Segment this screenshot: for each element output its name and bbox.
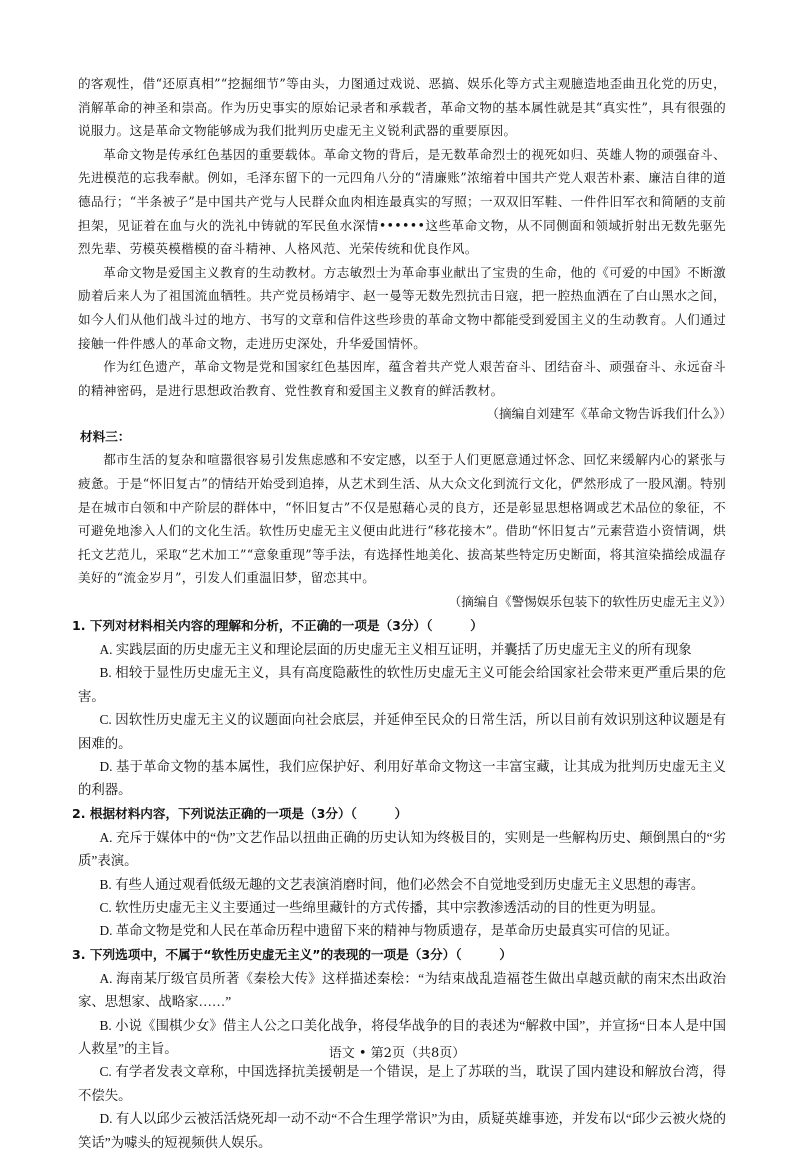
- answer-option-a: A. 充斥于媒体中的“伪”文艺作品以扭曲正确的历史认知为终极目的，实则是一些解构历史、颠倒黑白的“劣质”表演。: [78, 829, 726, 869]
- answer-option-d: D. 基于革命文物的基本属性，我们应保护好、利用好革命文物这一丰富宝藏，让其成为批判历史虚无主义的利器。: [78, 758, 726, 798]
- answer-option-b: B. 有些人通过观看低级无趣的文艺表演消磨时间，他们必然会不自觉地受到历史虚无主义思想的毒害。: [99, 876, 705, 892]
- material-2-paragraph: 作为红色遗产，革命文物是党和国家红色基因库，蕴含着共产党人艰苦奋斗、团结奋斗、顽强奋斗、永远奋斗的精神密码，是进行思想政治教育、党性教育和爱国主义教育的鲜活教材。: [78, 359, 726, 398]
- material-2-paragraph: 革命文物是传承红色基因的重要载体。革命文物的背后，是无数革命烈士的视死如归、英雄人物的顽强奋斗、先进模范的忘我奉献。例如，毛泽东留下的一元四角八分的“清廉账”浓缩着中国共产党人艰苦朴素、廉洁自律的道德品行；“半条被子”是中国共产党与人民群众血肉相连最真实的写照；一双双旧军鞋、一件件旧军衣和简陋的支前担架，见证着在血与火的洗礼中铸就的军民鱼水深情••••••这些革命文物，从不同侧面和领域折射出无数先驱先烈先辈、劳模英模楷模的奋斗精神、人格风范、光荣传统和优良作风。: [78, 146, 726, 257]
- material-2-paragraph: 革命文物是爱国主义教育的生动教材。方志敏烈士为革命事业献出了宝贵的生命，他的《可爱的中国》不断激励着后来人为了祖国流血牺牲。共产党员杨靖宇、赵一曼等无数先烈抗击日寇，把一腔热血洒在了白山黑水之间，如今人们从他们战斗过的地方、书写的文章和信件这些珍贵的革命文物中都能受到爱国主义的生动教育。人们通过接触一件件感人的革命文物，走进历史深处，升华爱国情怀。: [78, 264, 726, 351]
- material-3-source: （摘编自《警惕娱乐包装下的软性历史虚无主义》）: [448, 593, 732, 609]
- answer-option-b: B. 小说《围棋少女》借主人公之口美化战争，将侵华战争的目的表述为“解救中国”，并宣扬“日本人是中国人救星”的主旨。: [78, 1017, 726, 1056]
- answer-option-a: A. 实践层面的历史虚无主义和理论层面的历史虚无主义相互证明，并囊括了历史虚无主义的所有现象: [99, 641, 692, 657]
- material-3-paragraph: 都市生活的复杂和喧嚣很容易引发焦虑感和不安定感，以至于人们更愿意通过怀念、回忆来缓解内心的紧张与疲惫。于是“怀旧复古”的情结开始受到追捧，从艺术到生活、从大众文化到流行文化，俨然形成了一股风潮。特别是在城市白领和中产阶层的群体中，“怀旧复古”不仅是慰藉心灵的良方，还是彰显思想格调或艺术品位的象征，不可避免地渗入人们的文化生活。软性历史虚无主义便由此进行“移花接木”。借助“怀旧复古”元素营造小资情调，烘托文艺范儿，采取“艺术加工”“意象重现”等手法，有选择性地美化、拔高某些特定历史断面，将其渲染描绘成温存美好的“流金岁月”，引发人们重温旧梦，留恋其中。: [78, 452, 726, 586]
- question-stem: 3. 下列选项中，不属于“软性历史虚无主义”的表现的一项是（3分）（ ）: [72, 946, 512, 962]
- question-stem: 2. 根据材料内容，下列说法正确的一项是（3分）（ ）: [72, 805, 408, 821]
- answer-option-d: D. 革命文物是党和人民在革命历程中遗留下来的精神与物质遗存，是革命历史最真实可信的见证。: [99, 923, 679, 939]
- answer-option-d: D. 有人以邱少云被活活烧死却一动不动“不合生理学常识”为由，质疑英雄事迹，并发布以“邱少云被火烧的笑话”为噱头的短视频供人娱乐。: [78, 1111, 726, 1150]
- answer-option-c: C. 有学者发表文章称，中国选择抗美援朝是一个错误，是上了苏联的当，耽误了国内建设和解放台湾，得不偿失。: [78, 1064, 726, 1103]
- question-stem: 1. 下列对材料相关内容的理解和分析，不正确的一项是（3分）（ ）: [72, 617, 483, 633]
- answer-option-c: C. 软性历史虚无主义主要通过一些绵里藏针的方式传播，其中宗教渗透活动的目的性更为明显。: [99, 899, 665, 915]
- answer-option-c: C. 因软性历史虚无主义的议题面向社会底层，并延伸至民众的日常生活，所以目前有效识别这种议题是有困难的。: [78, 712, 726, 751]
- page-footer: 语文 • 第2页（共8页）: [328, 1046, 466, 1061]
- material-2-section: [78, 72, 732, 426]
- answer-option-a: A. 海南某厅级官员所著《秦桧大传》这样描述秦桧：“为结束战乱造福苍生做出卓越贡献的南宋杰出政治家、思想家、战略家……”: [78, 970, 726, 1010]
- exam-page: [72, 72, 732, 1154]
- answer-option-b: B. 相较于显性历史虚无主义，具有高度隐蔽性的软性历史虚无主义可能会给国家社会带来更严重后果的危害。: [78, 665, 726, 704]
- question-2: [72, 802, 726, 943]
- question-1: [72, 614, 726, 802]
- material-2-source: （摘编自刘建军《革命文物告诉我们什么》）: [486, 406, 732, 422]
- material-3-title: 材料三：: [80, 429, 131, 445]
- material-3-section: [78, 426, 732, 614]
- material-2-paragraph: 的客观性，借“还原真相”“挖掘细节”等由头，力图通过戏说、恶搞、娱乐化等方式主观臆造地歪曲丑化党的历史，消解革命的神圣和崇高。作为历史事实的原始记录者和承载者，革命文物的基本属性就是其“真实性”，具有很强的说服力。这是革命文物能够成为我们批判历史虚无主义锐利武器的重要原因。: [78, 76, 726, 139]
